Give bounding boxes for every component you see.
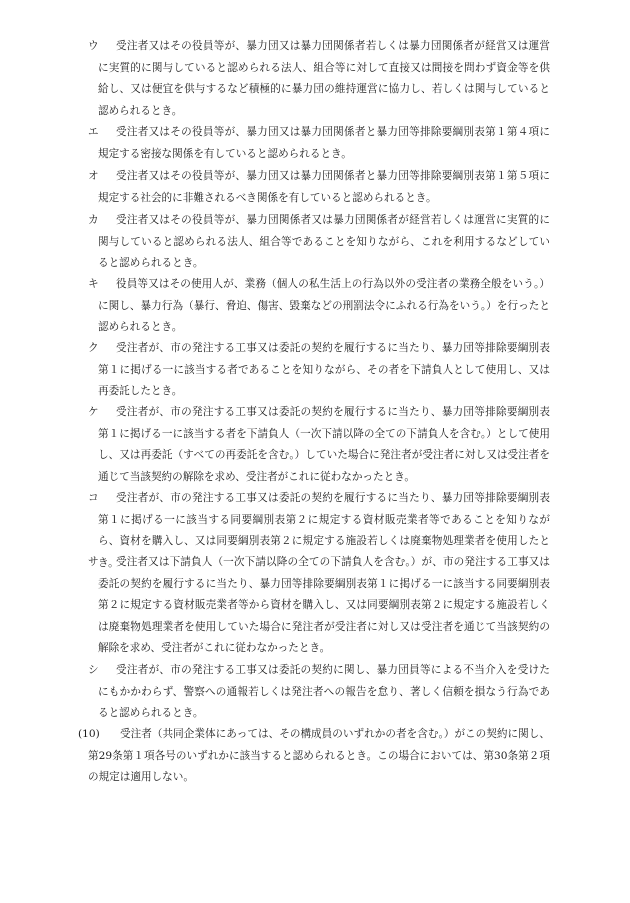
clause-text: 受注者又はその役員等が、暴力団又は暴力団関係者と暴力団等排除要綱別表第１第４項に規定する密接な関係を有していると認められるとき。 xyxy=(98,126,550,160)
clause-shi xyxy=(88,660,550,725)
clause-ku xyxy=(88,338,550,403)
clause-marker: (10) xyxy=(78,728,100,740)
clause-marker: カ xyxy=(88,214,99,226)
clause-marker: エ xyxy=(88,126,99,138)
clause-marker: ウ xyxy=(88,40,99,52)
clause-o xyxy=(88,166,550,209)
clause-text: 受注者が、市の発注する工事又は委託の契約を履行するに当たり、暴力団等排除要綱別表第１に掲げる一に該当する者を下請負人（一次下請以降の全ての下請負人を含む。）として使用し、又は再委託（すべての再委託を含む。）していた場合に発注者が受注者に対し又は受注者を通じて当該契約の解除を求め、受注者がこれに従わなかったとき。 xyxy=(98,406,550,483)
clause-ke xyxy=(88,402,550,488)
clause-ki xyxy=(88,274,550,339)
clause-marker: キ xyxy=(88,278,99,290)
clause-text: 受注者又はその役員等が、暴力団又は暴力団関係者若しくは暴力団関係者が経営又は運営に実質的に関与していると認められる法人、組合等に対して直接又は間接を問わず資金等を供給し、又は便宜を供与するなど積極的に暴力団の維持運営に協力し、若しくは関与していると認められるとき。 xyxy=(98,40,550,117)
clause-sa xyxy=(88,552,550,660)
clause-marker: オ xyxy=(88,170,99,182)
clause-marker: ケ xyxy=(88,406,99,418)
clause-u xyxy=(88,36,550,122)
clause-text: 受注者又はその役員等が、暴力団又は暴力団関係者と暴力団等排除要綱別表第１第５項に規定する社会的に非難されるべき関係を有していると認められるとき。 xyxy=(98,170,550,204)
clause-text: 役員等又はその使用人が、業務（個人の私生活上の行為以外の受注者の業務全般をいう。）に関し、暴力行為（暴行、脅迫、傷害、毀棄などの刑罰法令にふれる行為をいう。）を行ったと認められるとき。 xyxy=(98,278,550,334)
clause-10 xyxy=(78,724,550,789)
clause-marker: サ xyxy=(88,556,99,568)
clause-marker: コ xyxy=(88,492,99,504)
clause-text: 受注者が、市の発注する工事又は委託の契約に関し、暴力団員等による不当介入を受けたにもかかわらず、警察への通報若しくは発注者への報告を怠り、著しく信頼を損なう行為であると認められるとき。 xyxy=(98,664,550,720)
clause-marker: ク xyxy=(88,342,99,354)
clause-text: 受注者又は下請負人（一次下請以降の全ての下請負人を含む。）が、市の発注する工事又は委託の契約を履行するに当たり、暴力団等排除要綱別表第１に掲げる一に該当する同要綱別表第２に規定する資材販売業者等から資材を購入し、又は同要綱別表第２に規定する施設若しくは廃棄物処理業者を使用していた場合に発注者が受注者に対し又は受注者を通じて当該契約の解除を求め、受注者がこれに従わなかったとき。 xyxy=(98,556,550,655)
clause-text: 受注者（共同企業体にあっては、その構成員のいずれかの者を含む。）がこの契約に関し、第29条第１項各号のいずれかに該当すると認められるとき。この場合においては、第30条第２項の規定は適用しない。 xyxy=(88,728,550,784)
clause-marker: シ xyxy=(88,664,99,676)
clause-e xyxy=(88,122,550,165)
clause-ka xyxy=(88,210,550,275)
clause-text: 受注者が、市の発注する工事又は委託の契約を履行するに当たり、暴力団等排除要綱別表第１に掲げる一に該当する同要綱別表第２に規定する資材販売業者等であることを知りながら、資材を購入し、又は同要綱別表第２に規定する施設若しくは廃棄物処理業者を使用したとき。 xyxy=(98,492,550,569)
clause-text: 受注者又はその役員等が、暴力団関係者又は暴力団関係者が経営若しくは運営に実質的に関与していると認められる法人、組合等であることを知りながら、これを利用するなどしていると認められるとき。 xyxy=(98,214,550,270)
clause-text: 受注者が、市の発注する工事又は委託の契約を履行するに当たり、暴力団等排除要綱別表第１に掲げる一に該当する者であることを知りながら、その者を下請負人として使用し、又は再委託したとき。 xyxy=(98,342,550,398)
